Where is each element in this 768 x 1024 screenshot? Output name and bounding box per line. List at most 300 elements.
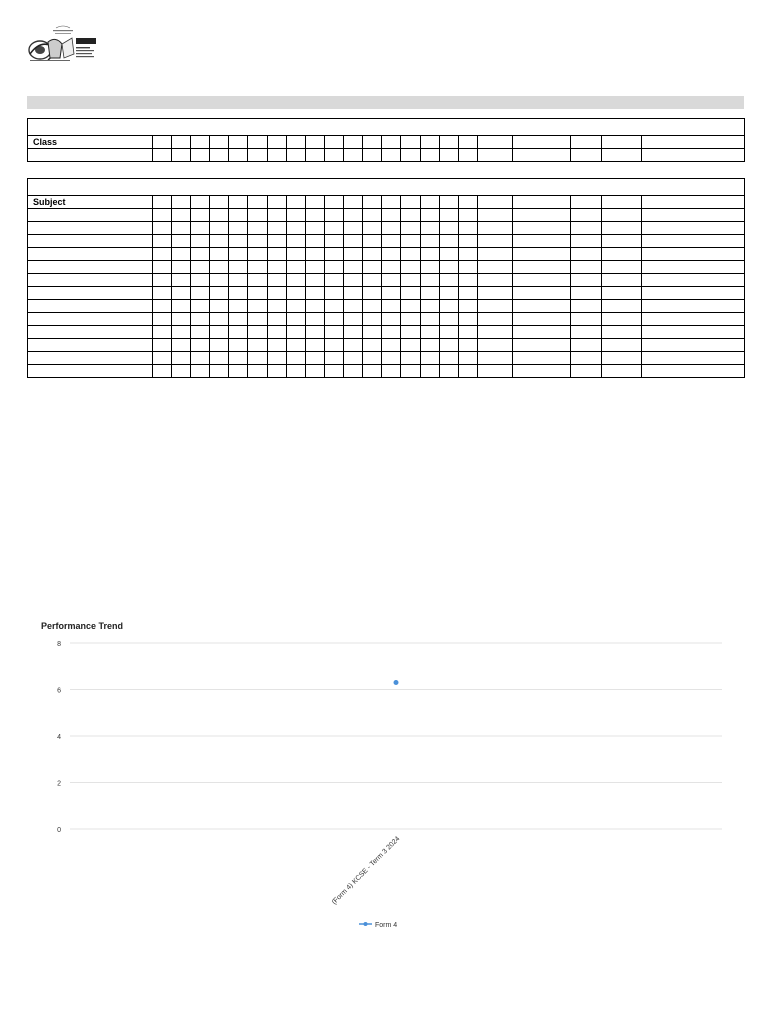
table-cell xyxy=(570,149,601,162)
table-cell xyxy=(642,326,745,339)
table-cell xyxy=(570,248,601,261)
table-cell xyxy=(152,339,171,352)
table-cell xyxy=(477,235,512,248)
table-cell xyxy=(171,365,190,378)
table-header-cell xyxy=(439,196,458,209)
table-cell xyxy=(601,235,641,248)
table-cell xyxy=(439,235,458,248)
table-cell xyxy=(28,287,153,300)
table-cell xyxy=(642,300,745,313)
table-cell xyxy=(286,313,305,326)
data-point xyxy=(394,680,399,685)
table-cell xyxy=(420,287,439,300)
table-cell xyxy=(210,222,229,235)
table-cell xyxy=(229,261,248,274)
table-cell xyxy=(382,274,401,287)
table-cell xyxy=(382,326,401,339)
table-cell xyxy=(324,222,343,235)
table-row xyxy=(28,287,745,300)
table-cell xyxy=(513,235,570,248)
table-cell xyxy=(305,261,324,274)
table-cell xyxy=(458,365,477,378)
table-row xyxy=(28,222,745,235)
table-cell xyxy=(458,222,477,235)
table-cell xyxy=(210,300,229,313)
table-cell xyxy=(324,274,343,287)
table-cell xyxy=(229,365,248,378)
table-cell xyxy=(229,274,248,287)
table-cell xyxy=(401,248,420,261)
table-cell xyxy=(210,326,229,339)
table-cell xyxy=(458,248,477,261)
table-cell xyxy=(286,352,305,365)
table-cell xyxy=(477,209,512,222)
table-cell xyxy=(28,365,153,378)
table-cell xyxy=(363,352,382,365)
table-cell xyxy=(171,261,190,274)
table-header-cell xyxy=(171,136,190,149)
table-cell xyxy=(513,339,570,352)
table-cell xyxy=(570,274,601,287)
table-cell xyxy=(171,313,190,326)
table-header-cell xyxy=(363,196,382,209)
table-row xyxy=(28,300,745,313)
table-cell xyxy=(248,313,267,326)
table-row xyxy=(28,235,745,248)
table-header-cell xyxy=(382,136,401,149)
table-cell xyxy=(152,313,171,326)
table-cell xyxy=(152,365,171,378)
table-cell xyxy=(28,149,153,162)
table-cell xyxy=(229,339,248,352)
table-cell xyxy=(229,313,248,326)
legend-swatch-marker xyxy=(364,922,368,926)
table-cell xyxy=(229,248,248,261)
table-cell xyxy=(382,248,401,261)
table-cell xyxy=(152,235,171,248)
table-cell xyxy=(570,326,601,339)
table-header-cell xyxy=(305,196,324,209)
table-cell xyxy=(286,300,305,313)
table-cell xyxy=(513,313,570,326)
table-cell xyxy=(286,149,305,162)
table-header-cell xyxy=(570,196,601,209)
table-header-cell xyxy=(305,136,324,149)
table-cell xyxy=(267,261,286,274)
table-cell xyxy=(601,274,641,287)
table-cell xyxy=(513,222,570,235)
table-cell xyxy=(513,248,570,261)
table-cell xyxy=(344,326,363,339)
table-cell xyxy=(286,248,305,261)
table-cell xyxy=(401,149,420,162)
table-cell xyxy=(210,209,229,222)
table-cell xyxy=(477,261,512,274)
table-cell xyxy=(420,352,439,365)
table-cell xyxy=(210,313,229,326)
table-cell xyxy=(439,365,458,378)
table-cell xyxy=(458,274,477,287)
table-cell xyxy=(439,300,458,313)
table-cell xyxy=(286,326,305,339)
table-cell xyxy=(267,352,286,365)
table-cell xyxy=(382,300,401,313)
table-cell xyxy=(324,248,343,261)
table-cell xyxy=(601,313,641,326)
table-cell xyxy=(642,248,745,261)
table-cell xyxy=(420,261,439,274)
table-header-cell xyxy=(210,196,229,209)
table-cell xyxy=(477,300,512,313)
table-cell xyxy=(601,149,641,162)
table-cell xyxy=(305,339,324,352)
table-cell xyxy=(324,287,343,300)
y-tick-label: 6 xyxy=(57,687,61,695)
table-cell xyxy=(477,365,512,378)
table-cell xyxy=(324,365,343,378)
table-header-cell xyxy=(570,136,601,149)
table-cell xyxy=(477,352,512,365)
table-cell xyxy=(477,313,512,326)
table-title-cell xyxy=(28,119,745,136)
table-cell xyxy=(210,274,229,287)
table-cell xyxy=(420,209,439,222)
table-cell xyxy=(601,365,641,378)
table-cell xyxy=(191,235,210,248)
table-header-cell xyxy=(229,196,248,209)
legend-label: Form 4 xyxy=(375,922,398,929)
table-header-cell xyxy=(458,136,477,149)
table-cell xyxy=(570,352,601,365)
table-cell xyxy=(305,365,324,378)
table-cell xyxy=(439,222,458,235)
table-cell xyxy=(363,326,382,339)
table-row xyxy=(28,149,745,162)
table-cell xyxy=(229,149,248,162)
table-row xyxy=(28,313,745,326)
table-cell xyxy=(28,261,153,274)
table-cell xyxy=(286,339,305,352)
table-cell xyxy=(601,222,641,235)
table-cell xyxy=(305,248,324,261)
table-cell xyxy=(570,339,601,352)
subject-table xyxy=(27,178,745,378)
table-cell xyxy=(601,326,641,339)
table-cell xyxy=(324,209,343,222)
table-cell xyxy=(248,339,267,352)
table-cell xyxy=(152,222,171,235)
table-header-row xyxy=(28,136,745,149)
table-cell xyxy=(191,352,210,365)
table-cell xyxy=(513,287,570,300)
table-cell xyxy=(458,352,477,365)
table-cell xyxy=(344,235,363,248)
table-cell xyxy=(191,274,210,287)
table-cell xyxy=(382,222,401,235)
table-cell xyxy=(267,235,286,248)
table-cell xyxy=(642,209,745,222)
table-cell xyxy=(363,209,382,222)
section-banner xyxy=(27,96,744,109)
table-cell xyxy=(286,222,305,235)
table-cell xyxy=(439,287,458,300)
table-cell xyxy=(286,209,305,222)
table-cell xyxy=(286,261,305,274)
table-cell xyxy=(477,287,512,300)
table-cell xyxy=(267,326,286,339)
table-cell xyxy=(642,149,745,162)
table-cell xyxy=(210,352,229,365)
table-cell xyxy=(642,261,745,274)
table-cell xyxy=(477,326,512,339)
table-cell xyxy=(420,222,439,235)
table-cell xyxy=(324,313,343,326)
table-cell xyxy=(210,261,229,274)
table-cell xyxy=(229,300,248,313)
table-row xyxy=(28,209,745,222)
table-row xyxy=(28,365,745,378)
table-cell xyxy=(363,274,382,287)
table-cell xyxy=(363,235,382,248)
table-cell xyxy=(152,248,171,261)
table-cell xyxy=(305,235,324,248)
table-cell xyxy=(267,209,286,222)
table-cell xyxy=(267,274,286,287)
table-cell xyxy=(382,365,401,378)
table-row xyxy=(28,339,745,352)
table-cell xyxy=(305,274,324,287)
table-cell xyxy=(171,352,190,365)
table-cell xyxy=(191,209,210,222)
table-cell xyxy=(420,300,439,313)
table-cell xyxy=(305,209,324,222)
table-header-cell xyxy=(324,136,343,149)
table-cell xyxy=(344,222,363,235)
table-cell xyxy=(420,235,439,248)
table-cell xyxy=(420,149,439,162)
table-cell xyxy=(210,248,229,261)
table-header-cell xyxy=(513,136,570,149)
table-header-cell xyxy=(401,136,420,149)
table-cell xyxy=(28,235,153,248)
table-header-cell xyxy=(286,136,305,149)
table-cell xyxy=(363,365,382,378)
table-header-cell xyxy=(324,196,343,209)
table-header-cell xyxy=(642,136,745,149)
table-cell xyxy=(229,209,248,222)
table-header-cell xyxy=(601,196,641,209)
table-cell xyxy=(28,222,153,235)
table-cell xyxy=(171,326,190,339)
y-tick-label: 0 xyxy=(57,827,61,834)
table-cell xyxy=(210,287,229,300)
table-cell xyxy=(601,339,641,352)
table-header-cell xyxy=(248,196,267,209)
table-cell xyxy=(229,222,248,235)
table-header-cell xyxy=(248,136,267,149)
table-header-cell xyxy=(513,196,570,209)
table-cell xyxy=(229,326,248,339)
table-cell xyxy=(324,326,343,339)
table-cell xyxy=(477,339,512,352)
table-header-cell xyxy=(191,196,210,209)
table-cell xyxy=(420,274,439,287)
table-cell xyxy=(570,235,601,248)
table-cell xyxy=(28,352,153,365)
table-cell xyxy=(324,261,343,274)
table-cell xyxy=(382,149,401,162)
table-cell xyxy=(570,261,601,274)
table-cell xyxy=(248,300,267,313)
table-cell xyxy=(642,222,745,235)
table-cell xyxy=(305,149,324,162)
table-cell xyxy=(324,235,343,248)
table-cell xyxy=(642,365,745,378)
table-cell xyxy=(171,300,190,313)
table-cell xyxy=(305,352,324,365)
table-cell xyxy=(229,287,248,300)
table-cell xyxy=(248,261,267,274)
table-cell xyxy=(248,274,267,287)
table-cell xyxy=(152,261,171,274)
table-header-cell xyxy=(642,196,745,209)
table-cell xyxy=(601,248,641,261)
table-cell xyxy=(191,300,210,313)
table-cell xyxy=(191,365,210,378)
table-cell xyxy=(344,339,363,352)
table-cell xyxy=(248,222,267,235)
table-cell xyxy=(324,339,343,352)
table-cell xyxy=(267,248,286,261)
table-cell xyxy=(286,287,305,300)
table-cell xyxy=(513,274,570,287)
table-header-cell xyxy=(152,196,171,209)
table-cell xyxy=(458,261,477,274)
class-table xyxy=(27,118,745,162)
table-cell xyxy=(401,274,420,287)
table-header-cell xyxy=(267,136,286,149)
table-cell xyxy=(382,339,401,352)
table-cell xyxy=(439,274,458,287)
table-cell xyxy=(229,235,248,248)
table-cell xyxy=(477,274,512,287)
table-cell xyxy=(152,300,171,313)
table-cell xyxy=(344,209,363,222)
table-cell xyxy=(267,339,286,352)
table-cell xyxy=(401,326,420,339)
table-cell xyxy=(248,149,267,162)
table-cell xyxy=(305,287,324,300)
table-header-label: Class xyxy=(28,136,153,149)
table-cell xyxy=(267,149,286,162)
table-cell xyxy=(642,287,745,300)
table-cell xyxy=(171,235,190,248)
table-cell xyxy=(28,209,153,222)
table-row xyxy=(28,261,745,274)
table-cell xyxy=(152,209,171,222)
school-logo-icon xyxy=(26,24,100,64)
table-cell xyxy=(439,261,458,274)
table-cell xyxy=(171,274,190,287)
table-cell xyxy=(601,209,641,222)
table-cell xyxy=(513,209,570,222)
table-cell xyxy=(344,274,363,287)
table-cell xyxy=(248,287,267,300)
table-cell xyxy=(344,352,363,365)
table-cell xyxy=(152,287,171,300)
table-cell xyxy=(601,300,641,313)
table-cell xyxy=(601,287,641,300)
table-cell xyxy=(363,248,382,261)
table-cell xyxy=(513,326,570,339)
table-cell xyxy=(439,248,458,261)
table-cell xyxy=(191,261,210,274)
table-cell xyxy=(363,300,382,313)
chart-plot xyxy=(18,612,744,946)
table-header-cell xyxy=(286,196,305,209)
table-cell xyxy=(458,300,477,313)
table-cell xyxy=(382,261,401,274)
table-header-cell xyxy=(382,196,401,209)
table-header-cell xyxy=(477,196,512,209)
table-cell xyxy=(439,339,458,352)
table-cell xyxy=(420,339,439,352)
table-cell xyxy=(152,352,171,365)
table-cell xyxy=(401,209,420,222)
table-cell xyxy=(401,365,420,378)
table-cell xyxy=(513,149,570,162)
table-cell xyxy=(28,274,153,287)
table-cell xyxy=(382,313,401,326)
table-title-cell xyxy=(28,179,745,196)
table-header-cell xyxy=(601,136,641,149)
table-cell xyxy=(191,326,210,339)
table-cell xyxy=(601,352,641,365)
table-cell xyxy=(171,287,190,300)
table-cell xyxy=(210,339,229,352)
table-cell xyxy=(248,248,267,261)
table-cell xyxy=(267,287,286,300)
x-tick-label: (Form 4) KCSE - Term 3 2024 xyxy=(330,835,402,907)
table-cell xyxy=(642,235,745,248)
table-cell xyxy=(513,261,570,274)
table-header-cell xyxy=(439,136,458,149)
table-cell xyxy=(477,222,512,235)
performance-chart xyxy=(18,612,744,946)
table-cell xyxy=(344,365,363,378)
table-cell xyxy=(458,149,477,162)
table-cell xyxy=(439,209,458,222)
table-row xyxy=(28,352,745,365)
table-cell xyxy=(570,287,601,300)
table-cell xyxy=(363,222,382,235)
table-cell xyxy=(267,222,286,235)
table-cell xyxy=(28,313,153,326)
table-cell xyxy=(324,149,343,162)
table-cell xyxy=(401,339,420,352)
table-cell xyxy=(382,352,401,365)
table-cell xyxy=(344,313,363,326)
table-cell xyxy=(458,339,477,352)
table-cell xyxy=(28,300,153,313)
table-cell xyxy=(171,222,190,235)
table-cell xyxy=(344,300,363,313)
table-cell xyxy=(477,248,512,261)
table-header-cell xyxy=(344,136,363,149)
table-cell xyxy=(382,235,401,248)
table-cell xyxy=(458,313,477,326)
table-cell xyxy=(401,222,420,235)
